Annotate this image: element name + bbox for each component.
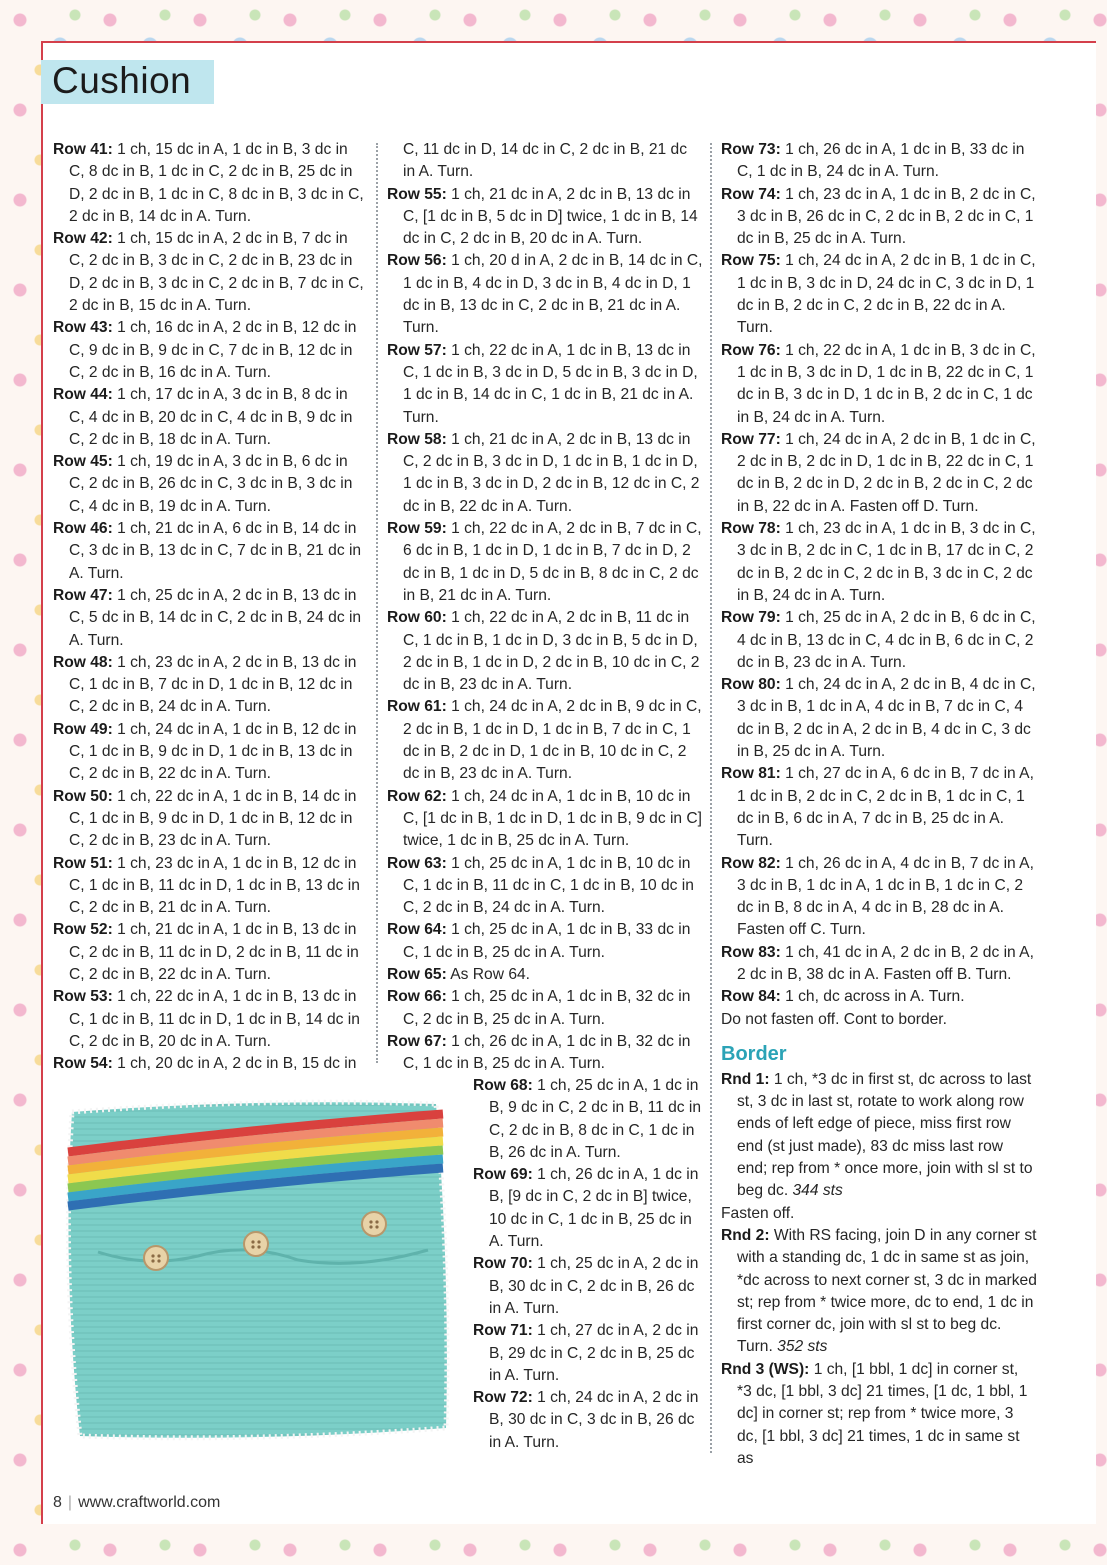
pattern-row [473, 1387, 703, 1454]
row-label: Row 68: [473, 1077, 533, 1094]
row-label: Row 50: [53, 787, 113, 805]
row-instructions: 1 ch, 23 dc in A, 1 dc in B, 2 dc in C, 3 dc in B, 26 dc in C, 2 dc in B, 2 dc in C, 1 dc in B, 25 dc in A. Turn. [737, 185, 1036, 248]
pattern-column-2-lower [473, 1075, 703, 1454]
pattern-row [53, 228, 367, 317]
instruction-note: Do not fasten off. Cont to border. [721, 1010, 947, 1028]
row-label: Row 76: [721, 341, 781, 359]
row-label: Row 56: [387, 252, 447, 270]
row-instructions: 1 ch, 22 dc in A, 1 dc in B, 13 dc in C, 1 dc in B, 11 dc in D, 1 dc in B, 14 dc in C, 2 dc in B, 20 dc in A. Turn. [69, 988, 360, 1050]
row-instructions: 1 ch, 26 dc in A, 1 dc in B, 33 dc in C, 1 dc in B, 24 dc in A. Turn. [737, 141, 1025, 181]
pattern-column-2 [387, 139, 703, 1075]
column-divider [710, 143, 712, 1453]
row-instructions: 1 ch, 26 dc in A, 1 dc in B, 32 dc in C, 1 dc in B, 25 dc in A. Turn. [403, 1032, 691, 1073]
pattern-row [53, 652, 367, 719]
row-instructions: 1 ch, 24 dc in A, 1 dc in B, 12 dc in C, 1 dc in B, 9 dc in D, 1 dc in B, 13 dc in C, 2 dc in B, 22 dc in A. Turn. [69, 720, 357, 783]
row-instructions: 1 ch, 27 dc in A, 6 dc in B, 7 dc in A, 1 dc in B, 2 dc in C, 2 dc in B, 1 dc in C, 1 dc in B, 6 dc in A, 7 dc in B, 25 dc in A. Turn. [737, 765, 1034, 850]
pattern-row [721, 674, 1037, 763]
pattern-row [387, 853, 703, 920]
row-instructions: 1 ch, 19 dc in A, 3 dc in B, 6 dc in C, 2 dc in B, 26 dc in C, 3 dc in B, 3 dc in C, 4 dc in B, 19 dc in A. Turn. [69, 453, 353, 515]
row-label: Row 62: [387, 787, 447, 805]
row-label: Row 47: [53, 586, 113, 604]
row-instructions: 1 ch, 26 dc in A, 1 dc in B, [9 dc in C, 2 dc in B] twice, 10 dc in C, 1 dc in B, 25 dc in A. Turn. [489, 1166, 699, 1251]
column-divider [376, 143, 378, 1063]
pattern-row [53, 585, 367, 652]
pattern-row [387, 429, 703, 518]
row-label: Row 75: [721, 252, 781, 270]
row-label: Row 72: [473, 1389, 533, 1407]
row-label: Row 69: [473, 1166, 533, 1184]
pattern-row [53, 139, 367, 228]
row-label: Row 61: [387, 698, 447, 716]
row-label: Row 82: [721, 854, 781, 872]
row-label: Row 81: [721, 765, 781, 783]
row-instructions: 1 ch, 24 dc in A, 1 dc in B, 10 dc in C, [1 dc in B, 1 dc in D, 1 dc in B, 9 dc in C] twice, 1 dc in B, 25 dc in A. Turn. [403, 787, 703, 850]
row-instructions: 1 ch, 22 dc in A, 1 dc in B, 13 dc in C, 1 dc in B, 3 dc in D, 5 dc in B, 3 dc in D, 1 dc in B, 14 dc in C, 1 dc in B, 21 dc in A. Turn. [403, 341, 698, 426]
pattern-row [53, 853, 367, 920]
pattern-row [387, 184, 703, 251]
footer-separator: | [67, 1494, 73, 1511]
row-label: Row 70: [473, 1255, 533, 1273]
pattern-row [53, 786, 367, 853]
cushion-photo [58, 1090, 460, 1452]
row-label: Row 71: [473, 1322, 533, 1340]
button [244, 1232, 268, 1256]
row-continuation: C, 11 dc in D, 14 dc in C, 2 dc in B, 21 dc in A. Turn. [403, 141, 688, 181]
pattern-row [53, 919, 367, 986]
row-instructions: 1 ch, 25 dc in A, 2 dc in B, 13 dc in C, 5 dc in B, 14 dc in C, 2 dc in B, 24 dc in A. Turn. [69, 586, 362, 649]
pattern-row [53, 1053, 367, 1075]
pattern-row [387, 1031, 703, 1076]
row-instructions: 1 ch, 25 dc in A, 1 dc in B, 10 dc in C, 1 dc in B, 11 dc in C, 1 dc in B, 10 dc in C, 2 dc in B, 24 dc in A. Turn. [403, 854, 694, 917]
pattern-row [53, 451, 367, 518]
button [144, 1246, 168, 1270]
row-label: Row 43: [53, 319, 113, 337]
row-instructions: 1 ch, 23 dc in A, 1 dc in B, 3 dc in C, 3 dc in B, 2 dc in C, 1 dc in B, 17 dc in C, 2 dc in B, 2 dc in C, 2 dc in B, 3 dc in C, 2 dc in B, 24 dc in A. Turn. [737, 520, 1036, 604]
pattern-row [53, 986, 367, 1053]
website-link[interactable]: www.craftworld.com [78, 1494, 221, 1511]
row-label: Row 73: [721, 141, 781, 158]
pattern-row [53, 384, 367, 451]
row-instructions: 1 ch, 24 dc in A, 2 dc in B, 1 dc in C, 2 dc in B, 2 dc in D, 1 dc in B, 22 dc in C, 1 dc in B, 2 dc in D, 2 dc in B, 2 dc in C, 2 dc in B, 22 dc in A. Fasten off D. Turn. [737, 430, 1036, 515]
row-instructions: 1 ch, 24 dc in A, 2 dc in B, 1 dc in C, 1 dc in B, 3 dc in D, 24 dc in C, 3 dc in D, 1 dc in B, 2 dc in C, 2 dc in B, 22 dc in A. Turn. [737, 252, 1036, 337]
row-label: Row 53: [53, 988, 113, 1006]
pattern-row [387, 340, 703, 429]
row-instructions: 1 ch, 20 d in A, 2 dc in B, 14 dc in C, 1 dc in B, 4 dc in D, 3 dc in B, 4 dc in D, 1 dc in B, 13 dc in C, 2 dc in B, 21 dc in A. Turn. [403, 252, 703, 337]
row-instructions: 1 ch, 24 dc in A, 2 dc in B, 30 dc in C, 3 dc in B, 26 dc in A. Turn. [489, 1389, 699, 1451]
pattern-column-3 [721, 139, 1037, 1470]
row-label: Row 58: [387, 430, 447, 448]
row-instructions: 1 ch, 22 dc in A, 2 dc in B, 7 dc in C, 6 dc in B, 1 dc in D, 1 dc in B, 7 dc in D, 2 dc in B, 1 dc in D, 5 dc in B, 8 dc in C, 2 dc in B, 21 dc in A. Turn. [403, 520, 702, 604]
row-instructions: 1 ch, 21 dc in A, 6 dc in B, 14 dc in C, 3 dc in B, 13 dc in C, 7 dc in B, 21 dc in A. Turn. [69, 520, 362, 582]
border-heading: Border [721, 1042, 787, 1065]
row-instructions: 1 ch, 21 dc in A, 1 dc in B, 13 dc in C, 2 dc in B, 11 dc in D, 2 dc in B, 11 dc in C, 2 dc in B, 22 dc in A. Turn. [69, 921, 359, 983]
pattern-row [387, 786, 703, 853]
pattern-row [721, 853, 1037, 942]
row-instructions: 1 ch, 25 dc in A, 1 dc in B, 32 dc in C, 2 dc in B, 25 dc in A. Turn. [403, 988, 691, 1028]
pattern-row [387, 250, 703, 339]
pattern-row [53, 518, 367, 585]
row-label: Row 60: [387, 609, 447, 627]
row-label: Row 63: [387, 854, 447, 872]
page-number: 8 [53, 1494, 62, 1511]
row-instructions: 1 ch, 25 dc in A, 2 dc in B, 6 dc in C, 4 dc in B, 13 dc in C, 4 dc in B, 6 dc in C, 2 dc in B, 23 dc in A. Turn. [737, 609, 1036, 671]
row-instructions: 1 ch, 26 dc in A, 4 dc in B, 7 dc in A, 3 dc in B, 1 dc in A, 1 dc in B, 1 dc in C, 2 dc in B, 8 dc in A, 4 dc in B, 28 dc in A. Fasten off C. Turn. [737, 854, 1034, 939]
row-instructions: 1 ch, 25 dc in A, 1 dc in B, 33 dc in C, 1 dc in B, 25 dc in A. Turn. [403, 921, 691, 961]
row-instructions: 1 ch, 24 dc in A, 2 dc in B, 4 dc in C, 3 dc in B, 1 dc in A, 4 dc in B, 7 dc in C, 4 dc in B, 2 dc in A, 2 dc in B, 4 dc in C, 3 dc in B, 25 dc in A. Turn. [737, 676, 1036, 761]
row-label: Row 74: [721, 185, 781, 203]
row-instructions: 1 ch, 22 dc in A, 1 dc in B, 3 dc in C, 1 dc in B, 3 dc in D, 1 dc in B, 22 dc in C, 1 dc in B, 3 dc in D, 1 dc in B, 2 dc in C, 1 dc in B, 24 dc in A. Turn. [737, 341, 1036, 426]
row-label: Row 55: [387, 185, 447, 203]
row-instructions: As Row 64. [446, 965, 531, 983]
pattern-row [721, 518, 1037, 607]
pattern-row [473, 1320, 703, 1387]
round-instruction: Rnd 1: 1 ch, *3 dc in first st, dc across to last st, 3 dc in last st, rotate to work along row ends of left edge of piece, miss first row end (st just made), 83 dc miss last row end; rep from * once more, join with sl st to beg dc. 344 sts [721, 1070, 1033, 1200]
pattern-row [721, 340, 1037, 429]
pattern-row [387, 696, 703, 785]
round-instruction: Rnd 3 (WS): 1 ch, [1 bbl, 1 dc] in corner st, *3 dc, [1 bbl, 3 dc] 21 times, [1 dc, 1 bbl, 1 dc] in corner st; rep from * twice more, 3 dc, [1 bbl, 3 dc] 21 times, 1 dc in same st as [721, 1360, 1028, 1467]
row-label: Row 46: [53, 520, 113, 538]
row-label: Row 78: [721, 520, 781, 538]
pattern-row [721, 763, 1037, 852]
row-label: Row 45: [53, 453, 113, 471]
pattern-row [387, 518, 703, 607]
row-label: Row 44: [53, 386, 113, 404]
row-instructions: 1 ch, 16 dc in A, 2 dc in B, 12 dc in C, 9 dc in B, 9 dc in C, 7 dc in B, 12 dc in C, 2 dc in B, 16 dc in A. Turn. [69, 319, 357, 381]
pattern-row [387, 986, 703, 1031]
row-label: Row 65: [387, 965, 447, 983]
pattern-row [387, 919, 703, 964]
row-instructions: 1 ch, 27 dc in A, 2 dc in B, 29 dc in C, 2 dc in B, 25 dc in A. Turn. [489, 1322, 699, 1384]
pattern-row [721, 986, 1037, 1008]
row-label: Row 80: [721, 676, 781, 694]
row-instructions: 1 ch, dc across in A. Turn. [780, 988, 965, 1006]
row-label: Row 49: [53, 720, 113, 738]
row-instructions: 1 ch, 24 dc in A, 2 dc in B, 9 dc in C, 2 dc in B, 1 dc in D, 1 dc in B, 7 dc in C, 1 dc in B, 2 dc in D, 1 dc in B, 10 dc in C, 2 dc in B, 23 dc in A. Turn. [403, 698, 702, 783]
pattern-row [721, 429, 1037, 518]
pattern-row [53, 719, 367, 786]
row-label: Row 77: [721, 430, 781, 448]
pattern-row [721, 139, 1037, 184]
row-label: Row 48: [53, 653, 113, 671]
row-instructions: 1 ch, 25 dc in A, 2 dc in B, 30 dc in C, 2 dc in B, 26 dc in A. Turn. [489, 1255, 699, 1317]
pattern-row [387, 607, 703, 696]
row-instructions: 1 ch, 23 dc in A, 2 dc in B, 13 dc in C, 1 dc in B, 7 dc in D, 1 dc in B, 12 dc in C, 2 dc in B, 24 dc in A. Turn. [69, 653, 357, 716]
row-label: Row 57: [387, 341, 447, 359]
page-footer [53, 1494, 220, 1512]
row-label: Row 59: [387, 520, 447, 538]
pattern-row [721, 184, 1037, 251]
row-label: Row 79: [721, 609, 781, 627]
row-label: Row 41: [53, 141, 113, 158]
button [362, 1212, 386, 1236]
row-label: Row 84: [721, 988, 781, 1006]
pattern-row [53, 317, 367, 384]
row-label: Row 54: [53, 1055, 113, 1073]
instruction-note: Fasten off. [721, 1204, 795, 1222]
row-instructions: 1 ch, 41 dc in A, 2 dc in B, 2 dc in A, 2 dc in B, 38 dc in A. Fasten off B. Turn. [737, 943, 1034, 983]
row-instructions: 1 ch, 22 dc in A, 1 dc in B, 14 dc in C, 1 dc in B, 9 dc in D, 1 dc in B, 12 dc in C, 2 dc in B, 23 dc in A. Turn. [69, 787, 357, 850]
row-instructions: 1 ch, 25 dc in A, 1 dc in B, 9 dc in C, 2 dc in B, 11 dc in C, 2 dc in B, 8 dc in C, 1 dc in B, 26 dc in A. Turn. [489, 1077, 702, 1161]
row-instructions: 1 ch, 15 dc in A, 2 dc in B, 7 dc in C, 2 dc in B, 3 dc in C, 2 dc in B, 23 dc in D, 2 dc in B, 3 dc in C, 2 dc in B, 7 dc in C, 2 dc in B, 15 dc in A. Turn. [69, 230, 364, 315]
row-label: Row 52: [53, 921, 113, 939]
row-instructions: 1 ch, 17 dc in A, 3 dc in B, 8 dc in C, 4 dc in B, 20 dc in C, 4 dc in B, 9 dc in C, 2 dc in B, 18 dc in A. Turn. [69, 386, 353, 448]
pattern-row [721, 942, 1037, 987]
pattern-row [473, 1075, 703, 1164]
row-instructions: 1 ch, 20 dc in A, 2 dc in B, 15 dc in [112, 1055, 357, 1073]
row-instructions: 1 ch, 21 dc in A, 2 dc in B, 13 dc in C, 2 dc in B, 3 dc in D, 1 dc in B, 1 dc in D, 1 dc in B, 3 dc in D, 2 dc in B, 12 dc in C, 2 dc in B, 22 dc in A. Turn. [403, 430, 700, 515]
pattern-row [473, 1164, 703, 1253]
row-label: Row 67: [387, 1032, 447, 1050]
round-instruction: Rnd 2: With RS facing, join D in any corner st with a standing dc, 1 dc in same st as join, *dc across to next corner st, 3 dc in marked st; rep from * twice more, dc to end, 1 dc in first corner dc, join with sl st to beg dc. Turn. 352 sts [721, 1226, 1037, 1356]
pattern-column-1 [53, 139, 367, 1075]
row-label: Row 42: [53, 230, 113, 248]
row-label: Row 64: [387, 921, 447, 939]
pattern-row [473, 1253, 703, 1320]
row-label: Row 83: [721, 943, 781, 961]
pattern-row [721, 250, 1037, 339]
row-instructions: 1 ch, 22 dc in A, 2 dc in B, 11 dc in C, 1 dc in B, 1 dc in D, 3 dc in B, 5 dc in D, 2 dc in B, 1 dc in D, 2 dc in B, 10 dc in C, 2 dc in B, 23 dc in A. Turn. [403, 609, 700, 694]
row-instructions: 1 ch, 21 dc in A, 2 dc in B, 13 dc in C, [1 dc in B, 5 dc in D] twice, 1 dc in B, 14 dc in C, 2 dc in B, 20 dc in A. Turn. [403, 185, 698, 248]
row-instructions: 1 ch, 23 dc in A, 1 dc in B, 12 dc in C, 1 dc in B, 11 dc in D, 1 dc in B, 13 dc in C, 2 dc in B, 21 dc in A. Turn. [69, 854, 360, 917]
page-title: Cushion [52, 60, 192, 101]
pattern-row [387, 964, 703, 986]
row-label: Row 51: [53, 854, 113, 872]
row-instructions: 1 ch, 15 dc in A, 1 dc in B, 3 dc in C, 8 dc in B, 1 dc in C, 2 dc in B, 25 dc in D, 2 dc in B, 1 dc in C, 8 dc in B, 3 dc in C, 2 dc in B, 14 dc in A. Turn. [69, 141, 364, 225]
row-label: Row 66: [387, 988, 447, 1006]
pattern-row [721, 607, 1037, 674]
